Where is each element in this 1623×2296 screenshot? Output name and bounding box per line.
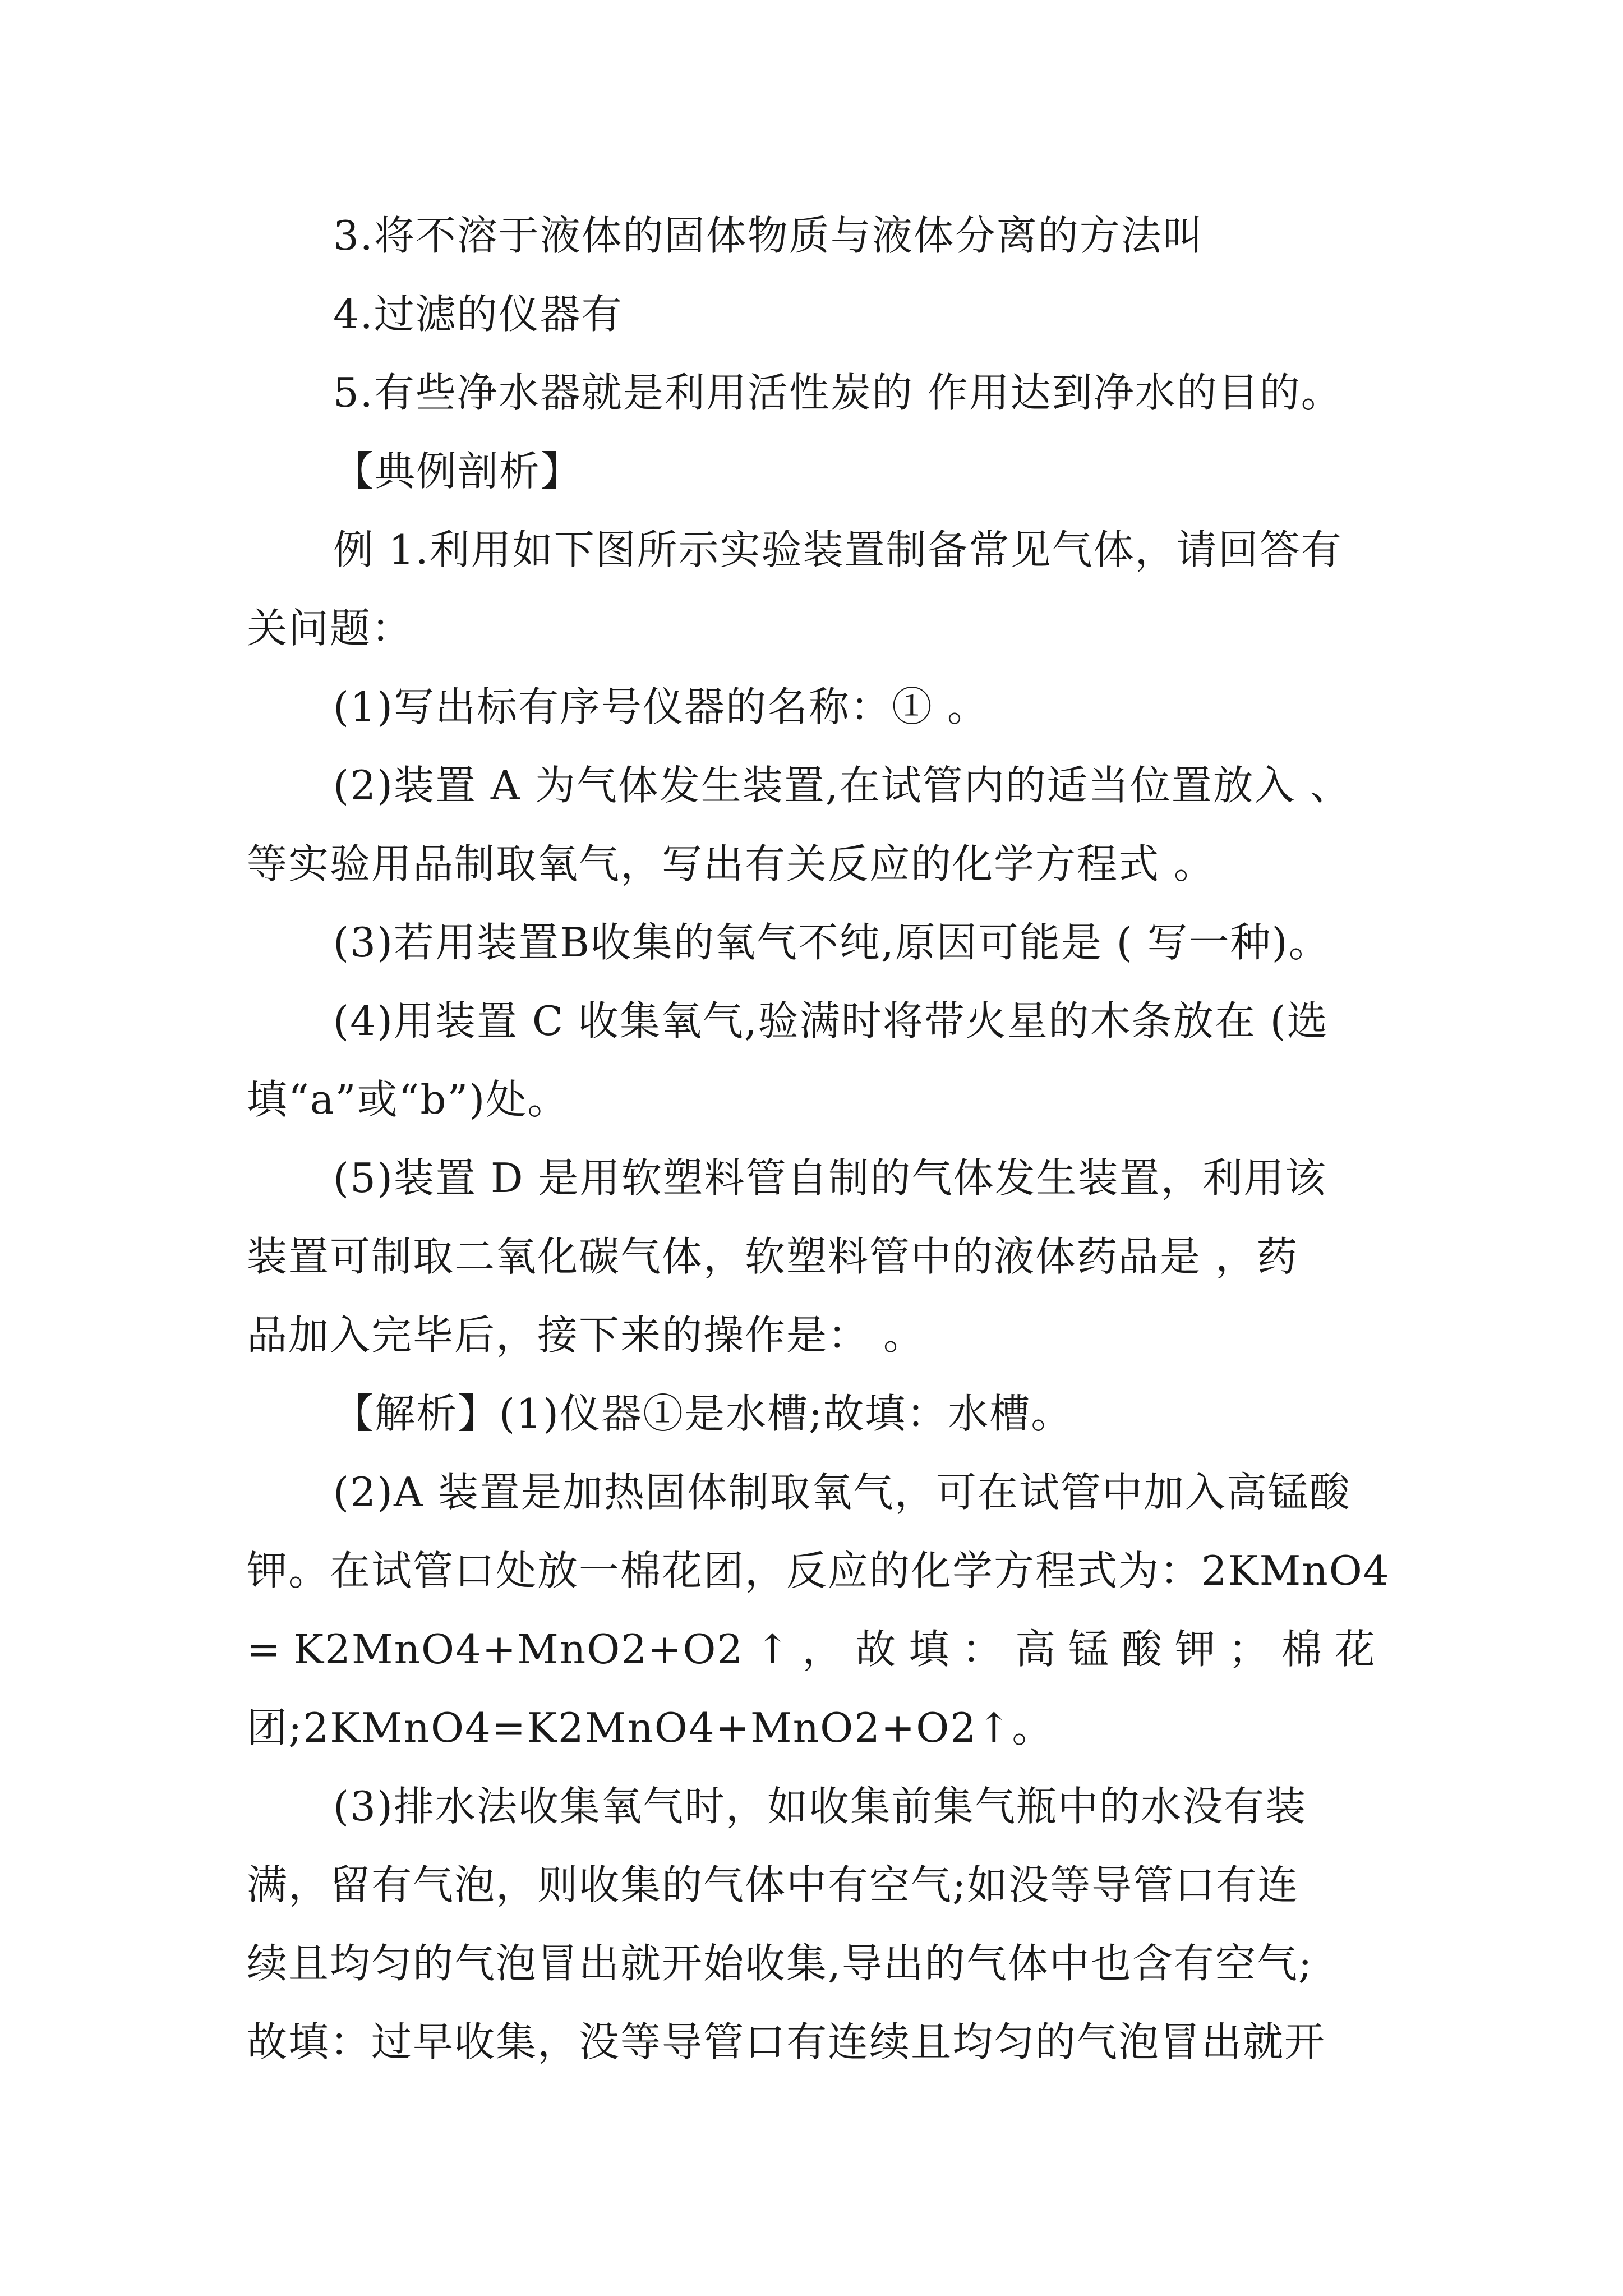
question-5-line-1: (5)装置 D 是用软塑料管自制的气体发生装置，利用该 (333, 1154, 1327, 1202)
line-part: 棉 (1281, 1626, 1324, 1673)
question-3: (3)若用装置B收集的氧气不纯,原因可能是 ( 写一种)。 (333, 919, 1330, 966)
analysis-3-line-1: (3)排水法收集氧气时，如收集前集气瓶中的水没有装 (333, 1783, 1307, 1830)
question-4-line-2: 填“a”或“b”)处。 (247, 1076, 569, 1123)
question-2-line-2: 等实验用品制取氧气，写出有关反应的化学方程式 。 (247, 840, 1215, 887)
line-part: = (247, 1626, 282, 1673)
line-part: ； (1228, 1626, 1270, 1673)
question-5-line-2: 装置可制取二氧化碳气体，软塑料管中的液体药品是 ，药 (247, 1233, 1298, 1280)
line-part: ↑ (755, 1626, 791, 1673)
line-part: ： (962, 1626, 1004, 1673)
analysis-2-line-3 (247, 1621, 1376, 1677)
line-part: K2MnO4+MnO2+O2 (293, 1626, 744, 1673)
question-1: (1)写出标有序号仪器的名称：① 。 (333, 683, 989, 730)
line-part: 故 (855, 1626, 897, 1673)
example-1-line-2: 关问题： (247, 605, 413, 652)
analysis-3-line-4: 故填：过早收集，没等导管口有连续且均匀的气泡冒出就开 (247, 2018, 1326, 2065)
analysis-2-line-4: 团;2KMnO4=K2MnO4+MnO2+O2↑。 (247, 1704, 1054, 1751)
line-part: 锰 (1068, 1626, 1110, 1673)
question-2-line-1: (2)装置 A 为气体发生装置,在试管内的适当位置放入 、 (333, 762, 1352, 809)
document-body (247, 208, 1390, 2092)
analysis-2-line-2: 钾。在试管口处放一棉花团，反应的化学方程式为：2KMnO4 (247, 1547, 1390, 1594)
line-part: 高 (1015, 1626, 1057, 1673)
line-part: 酸 (1122, 1626, 1164, 1673)
line-part: 花 (1334, 1626, 1376, 1673)
analysis-3-line-3: 续且均匀的气泡冒出就开始收集,导出的气体中也含有空气; (247, 1940, 1313, 1987)
paragraph-line-3: 5.有些净水器就是利用活性炭的 作用达到净水的目的。 (333, 369, 1343, 416)
line-part: ， (802, 1626, 844, 1673)
analysis-3-line-2: 满，留有气泡，则收集的气体中有空气;如没等导管口有连 (247, 1861, 1299, 1908)
paragraph-line-2: 4.过滤的仪器有 (333, 291, 623, 338)
analysis-1: 【解析】(1)仪器①是水槽;故填：水槽。 (333, 1390, 1073, 1437)
question-4-line-1: (4)用装置 C 收集氧气,验满时将带火星的木条放在 (选 (333, 997, 1329, 1045)
line-part: 钾 (1175, 1626, 1217, 1673)
line-part: 填 (909, 1626, 951, 1673)
section-heading-example-analysis: 【典例剖析】 (333, 448, 583, 495)
example-1-line-1: 例 1.利用如下图所示实验装置制备常见气体，请回答有 (333, 526, 1343, 573)
question-5-line-3: 品加入完毕后，接下来的操作是： 。 (247, 1312, 925, 1359)
paragraph-line-1: 3.将不溶于液体的固体物质与液体分离的方法叫 (333, 212, 1204, 259)
analysis-2-line-1: (2)A 装置是加热固体制取氧气，可在试管中加入高锰酸 (333, 1469, 1351, 1516)
